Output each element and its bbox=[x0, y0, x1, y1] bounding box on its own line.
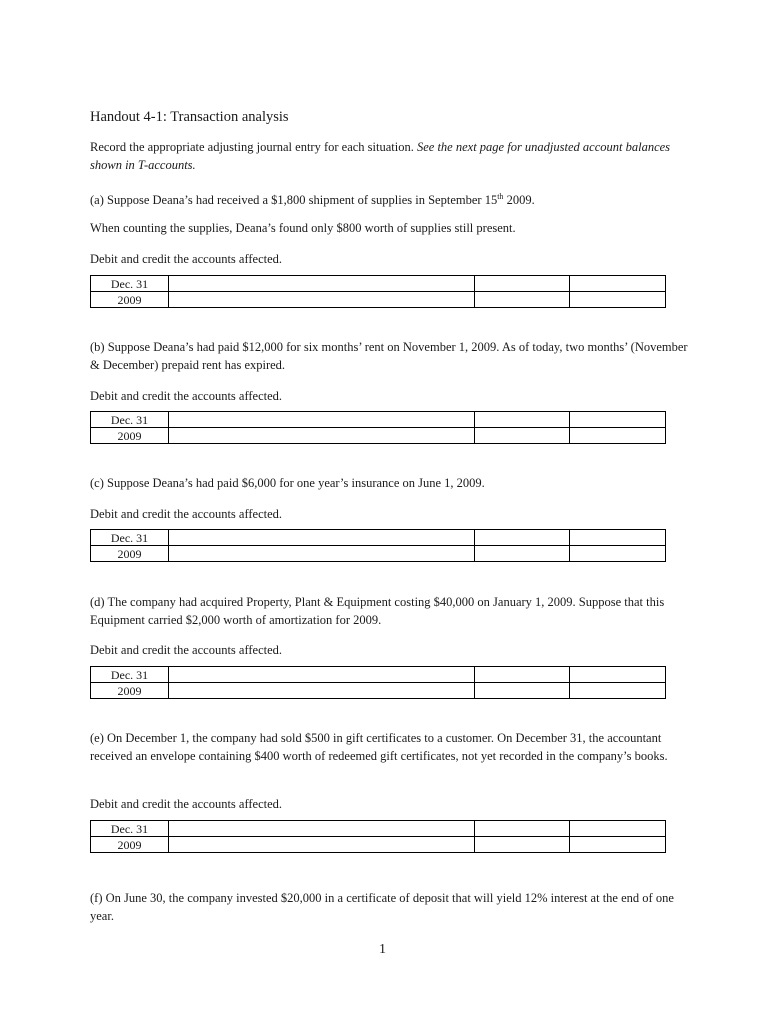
account-cell[interactable] bbox=[169, 837, 475, 853]
situation-f: (f) On June 30, the company invested $20,000 in a certificate of deposit that will yield 12% interest at the end of one year. bbox=[90, 891, 674, 923]
table-row bbox=[91, 530, 666, 546]
credit-cell[interactable] bbox=[570, 667, 666, 683]
instruction-d: Debit and credit the accounts affected. bbox=[90, 643, 283, 657]
table-row bbox=[91, 837, 666, 853]
debit-cell[interactable] bbox=[475, 530, 570, 546]
instruction-a: Debit and credit the accounts affected. bbox=[90, 252, 283, 266]
journal-entry-table-d bbox=[90, 666, 666, 699]
situation-a-superscript: th bbox=[497, 192, 504, 201]
situation-b: (b) Suppose Deana’s had paid $12,000 for six months’ rent on November 1, 2009. As of today, two months’ (November & December) prepaid rent has expired. bbox=[90, 340, 688, 372]
instruction-b: Debit and credit the accounts affected. bbox=[90, 389, 283, 403]
table-row bbox=[91, 667, 666, 683]
handout-title: Handout 4-1: Transaction analysis bbox=[90, 109, 289, 125]
intro-italic-text: See the next page for unadjusted account balances shown in T-accounts. bbox=[90, 140, 671, 172]
journal-entry-table-a bbox=[90, 275, 666, 308]
table-row bbox=[91, 683, 666, 699]
account-cell[interactable] bbox=[169, 276, 475, 292]
account-cell[interactable] bbox=[169, 428, 475, 444]
journal-entry-table-e bbox=[90, 820, 666, 853]
page-number: 1 bbox=[379, 942, 386, 957]
credit-cell[interactable] bbox=[570, 683, 666, 699]
credit-cell[interactable] bbox=[570, 292, 666, 308]
debit-cell[interactable] bbox=[475, 428, 570, 444]
credit-cell[interactable] bbox=[570, 821, 666, 837]
credit-cell[interactable] bbox=[570, 276, 666, 292]
table-row bbox=[91, 821, 666, 837]
year-cell: 2009 bbox=[91, 292, 169, 308]
credit-cell[interactable] bbox=[570, 546, 666, 562]
intro-text: Record the appropriate adjusting journal entry for each situation. bbox=[90, 140, 417, 154]
debit-cell[interactable] bbox=[475, 821, 570, 837]
table-row bbox=[91, 276, 666, 292]
situation-a-line1 bbox=[90, 188, 690, 209]
situation-a-text-end: 2009. bbox=[503, 193, 535, 208]
debit-cell[interactable] bbox=[475, 837, 570, 853]
credit-cell[interactable] bbox=[570, 428, 666, 444]
account-cell[interactable] bbox=[169, 412, 475, 428]
debit-cell[interactable] bbox=[475, 292, 570, 308]
account-cell[interactable] bbox=[169, 292, 475, 308]
intro-paragraph bbox=[90, 138, 690, 174]
journal-entry-table-c bbox=[90, 529, 666, 562]
debit-cell[interactable] bbox=[475, 412, 570, 428]
year-cell: 2009 bbox=[91, 428, 169, 444]
date-cell: Dec. 31 bbox=[91, 276, 169, 292]
date-cell: Dec. 31 bbox=[91, 667, 169, 683]
debit-cell[interactable] bbox=[475, 276, 570, 292]
table-row bbox=[91, 412, 666, 428]
situation-e: (e) On December 1, the company had sold $500 in gift certificates to a customer. On December 31, the accountant received an envelope containing $400 worth of redeemed gift certificates, not yet recorded in the company’s books. bbox=[90, 731, 668, 763]
credit-cell[interactable] bbox=[570, 412, 666, 428]
situation-c: (c) Suppose Deana’s had paid $6,000 for one year’s insurance on June 1, 2009. bbox=[90, 476, 485, 490]
debit-cell[interactable] bbox=[475, 683, 570, 699]
year-cell: 2009 bbox=[91, 683, 169, 699]
credit-cell[interactable] bbox=[570, 837, 666, 853]
credit-cell[interactable] bbox=[570, 530, 666, 546]
situation-a-text: (a) Suppose Deana’s had received a $1,800 shipment of supplies in September 15 bbox=[90, 193, 498, 208]
instruction-c: Debit and credit the accounts affected. bbox=[90, 507, 283, 521]
year-cell: 2009 bbox=[91, 837, 169, 853]
account-cell[interactable] bbox=[169, 530, 475, 546]
year-cell: 2009 bbox=[91, 546, 169, 562]
account-cell[interactable] bbox=[169, 667, 475, 683]
date-cell: Dec. 31 bbox=[91, 821, 169, 837]
account-cell[interactable] bbox=[169, 546, 475, 562]
situation-d: (d) The company had acquired Property, Plant & Equipment costing $40,000 on January 1, 2009. Suppose that this Equipment carried $2,000 worth of amortization for 2009. bbox=[90, 595, 665, 627]
journal-entry-table-b bbox=[90, 411, 666, 444]
account-cell[interactable] bbox=[169, 683, 475, 699]
table-row bbox=[91, 428, 666, 444]
instruction-e: Debit and credit the accounts affected. bbox=[90, 797, 283, 811]
account-cell[interactable] bbox=[169, 821, 475, 837]
debit-cell[interactable] bbox=[475, 667, 570, 683]
date-cell: Dec. 31 bbox=[91, 412, 169, 428]
date-cell: Dec. 31 bbox=[91, 530, 169, 546]
situation-a-line2: When counting the supplies, Deana’s found only $800 worth of supplies still present. bbox=[90, 221, 516, 235]
table-row bbox=[91, 292, 666, 308]
debit-cell[interactable] bbox=[475, 546, 570, 562]
table-row bbox=[91, 546, 666, 562]
